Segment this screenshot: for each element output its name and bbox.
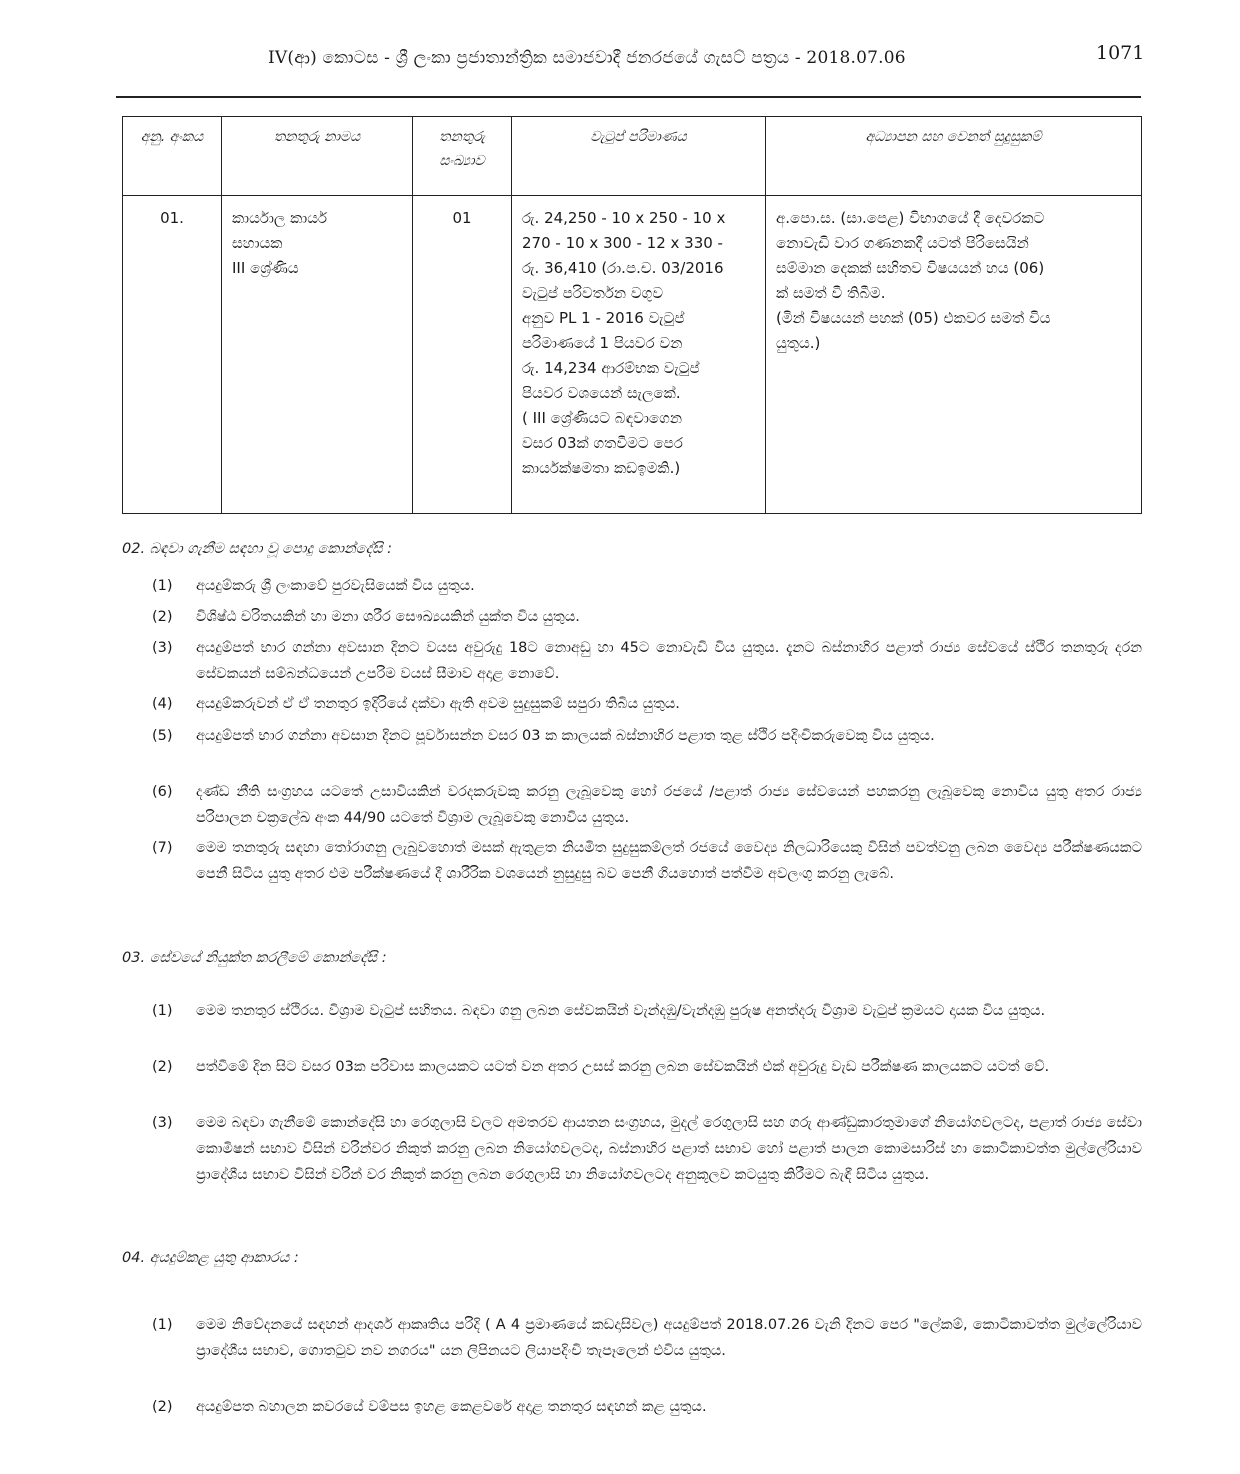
list-item-text: අයදුම්පත් භාර ගන්නා අවසාන දිනට වයස අවුරුදු 18ට නොඅඩු හා 45ට නොවැඩි විය යුතුය. දැනට බස්නාහිර පළාත් රාජ්‍ය සේවයේ ස්ථිර තනතුරු දරන සේවකයන් සම්බන්ධයෙන් උපරිම වයස් සීමාව අදාළ නොවේ. — [196, 640, 1142, 682]
list-item-text: අයදුම්කරු ශ්‍රී ලංකාවේ පුරවැසියෙක් විය යුතුය. — [196, 578, 475, 594]
salary-line: අනුව PL 1 - 2016 වැටුප් — [522, 309, 685, 327]
table-header-row — [123, 117, 1142, 196]
page-number: 1071 — [1096, 42, 1145, 64]
list-item-text: මෙම නිවේදනයේ සඳහන් ආදර්ශ ආකෘතිය පරිදි ( A 4 ප්‍රමාණයේ කඩදාසිවල) අයදුම්පත් 2018.07.26 වැනි දිනට පෙර "ලේකම්, කොටිකාවත්ත මුල්ලේරියාව ප්‍රාදේශීය සභාව, ගොතටුව නව නගරය" යන ලිපිනයට ලියාපදිංචි තැපෑලෙන් එවිය යුතුය. — [196, 1317, 1142, 1359]
section-title-how-to-apply: 04. අයදුම්කළ යුතු ආකාරය : — [122, 1250, 299, 1266]
post-name-line: කාර්යාල කාර්ය — [232, 209, 328, 227]
header-rule — [116, 96, 1141, 98]
qualification-line: (මින් විෂයයන් පහක් (05) එකවර සමත් විය — [776, 309, 1051, 327]
salary-line: පියවර වශයෙන් සැලකේ. — [522, 384, 681, 402]
list-item-text: අයදුම්කරුවන් ඒ ඒ තනතුර ඉදිරියේ දක්වා ඇති අවම සුදුසුකම් සපුරා තිබිය යුතුය. — [196, 696, 680, 712]
salary-line: කාර්යක්ෂමතා කඩඉමකි.) — [522, 459, 681, 477]
page-header — [0, 40, 1240, 80]
list-item-text: මෙම බඳවා ගැනීමේ කොන්දේසි හා රෙගුලාසි වලට අමතරව ආයතන සංග්‍රහය, මුදල් රෙගුලාසි සහ ගරු ආණ්ඩුකාරතුමාගේ නියෝගවලටද, පළාත් රාජ්‍ය සේවා කොමිෂන් සභාව විසින් වරින්වර නිකුත් කරනු ලබන නියෝගවලටද, බස්නාහිර පළාත් සභාව හෝ පළාත් පාලන කොමසාරිස් හා කොටිකාවත්ත මුල්ලේරියාව ප්‍රාදේශීය සභාව විසින් වරින් වර නිකුත් කරනු ලබන රෙගුලාසි හා නියෝගවලටද අනුකූලව කටයුතු කිරීමට බැඳී සිටිය යුතුය. — [196, 1115, 1142, 1183]
cell-salary-scale — [512, 196, 766, 514]
table-row — [123, 196, 1142, 514]
list-item-text: අයදුම්පත බහාලන කවරයේ වම්පස ඉහළ කෙළවරේ අදාළ තනතුර සඳහන් කළ යුතුය. — [196, 1399, 707, 1415]
header-qualifications: අධ්‍යාපන සහ වෙනත් සුදුසුකම් — [766, 117, 1142, 196]
section-title-general-conditions: 02. බඳවා ගැනීම සඳහා වූ පොදු කොන්දේසි : — [122, 541, 393, 557]
salary-line: 270 - 10 x 300 - 12 x 330 - — [522, 234, 723, 252]
list-item-number: (4) — [152, 696, 173, 712]
list-item-text: දණ්ඩ නීති සංග්‍රහය යටතේ උසාවියකින් වරදකරුවකු කරනු ලැබූවෙකු හෝ රජයේ /පළාත් රාජ්‍ය සේවයෙන් පහකරනු ලැබූවෙකු නොවිය යුතු අතර රාජ්‍ය පරිපාලන චක්‍රලේඛ අංක 44/90 යටතේ විශ්‍රාම ලැබූවෙකු නොවිය යුතුය. — [196, 784, 1142, 826]
post-name-line: සහායක — [232, 234, 283, 252]
salary-line: වසර 03ක් ගතවීමට පෙර — [522, 434, 683, 452]
list-item-number: (2) — [152, 609, 173, 625]
post-name-line: III ශ්‍රේණිය — [232, 259, 299, 277]
header-post-count: තනතුරු සංඛ්‍යාව — [413, 117, 512, 196]
cell-post-count: 01 — [413, 196, 512, 514]
list-item-number: (5) — [152, 728, 173, 744]
qualification-line: ක් සමත් වී තිබීම. — [776, 284, 886, 302]
list-item-text: අයදුම්පත් භාර ගන්නා අවසාන දිනට පූර්වාසන්න වසර 03 ක කාලයක් බස්නාහිර පළාත තුළ ස්ථිර පදිංචිකරුවෙකු විය යුතුය. — [196, 728, 935, 744]
list-item-text: මෙම තනතුර ස්ථිරය. විශ්‍රාම වැටුප් සහිතය. බඳවා ගනු ලබන සේවකයින් වැන්දඹු/වැන්දඹු පුරුෂ අනත්දරු විශ්‍රාම වැටුප් ක්‍රමයට දායක විය යුතුය. — [196, 1003, 1046, 1019]
qualification-line: සම්මාන දෙකක් සහිතව විෂයයන් හය (06) — [776, 259, 1045, 277]
salary-line: රු. 14,234 ආරම්භක වැටුප් — [522, 359, 700, 377]
header-post-name: තනතුරු නාමය — [222, 117, 413, 196]
list-item-number: (7) — [152, 840, 173, 856]
qualification-line: යුතුය.) — [776, 334, 821, 352]
list-item-number: (6) — [152, 784, 173, 800]
vacancy-table — [122, 116, 1142, 514]
list-item-text: විශිෂ්ඨ චරිතයකින් හා මනා ශරීර සෞඛ්‍යයකින් යුක්ත විය යුතුය. — [196, 609, 580, 625]
section-title-service-conditions: 03. සේවයේ නියුක්ත කරලීමේ කොන්දේසි : — [122, 950, 387, 966]
cell-qualifications — [766, 196, 1142, 514]
list-item-text: මෙම තනතුරු සඳහා තෝරාගනු ලැබුවහොත් මසක් ඇතුළත නියමිත සුදුසුකම්ලත් රජයේ වෛද්‍ය නිලධාරියෙකු විසින් පවත්වනු ලබන වෛද්‍ය පරීක්ෂණයකට පෙනී සිටිය යුතු අතර එම පරීක්ෂණයේ දී ශාරීරික වශයෙන් නුසුදුසු බව පෙනී ගියහොත් පත්වීම අවලංගු කරනු ලැබේ. — [196, 840, 1142, 882]
salary-line: රු. 36,410 (රා.ප.ච. 03/2016 — [522, 259, 724, 277]
qualification-line: අ.පො.ස. (සා.පෙළ) විභාගයේ දී දෙවරකට — [776, 209, 1045, 227]
list-item-number: (3) — [152, 640, 173, 656]
cell-serial-number: 01. — [123, 196, 222, 514]
list-item-number: (1) — [152, 1317, 173, 1333]
list-item-number: (1) — [152, 1003, 173, 1019]
list-item-number: (2) — [152, 1059, 173, 1075]
list-item-number: (3) — [152, 1115, 173, 1131]
salary-line: පරිමාණයේ 1 පියවර වන — [522, 334, 683, 352]
list-item-number: (2) — [152, 1399, 173, 1415]
salary-line: වැටුප් පරිවර්තන වගුව — [522, 284, 664, 302]
header-serial-number: අනු. අංකය — [123, 117, 222, 196]
salary-line: ( III ශ්‍රේණියට බඳවාගෙන — [522, 409, 682, 427]
gazette-header-title: IV(ආ) කොටස - ශ්‍රී ලංකා ප්‍රජාතාන්ත්‍රික සමාජවාදී ජනරජයේ ගැසට් පත්‍රය - 2018.07.06 — [268, 48, 906, 68]
qualification-line: නොවැඩි වාර ගණනකදී යටත් පිරිසෙයින් — [776, 234, 1029, 252]
salary-line: රු. 24,250 - 10 x 250 - 10 x — [522, 209, 726, 227]
list-item-text: පත්වීමේ දින සිට වසර 03ක පරිවාස කාලයකට යටත් වන අතර උසස් කරනු ලබන සේවකයින් එක් අවුරුදු වැඩ පරීක්ෂණ කාලයකට යටත් වේ. — [196, 1059, 1050, 1075]
list-item-number: (1) — [152, 578, 173, 594]
header-salary-scale: වැටුප් පරිමාණය — [512, 117, 766, 196]
cell-post-name — [222, 196, 413, 514]
